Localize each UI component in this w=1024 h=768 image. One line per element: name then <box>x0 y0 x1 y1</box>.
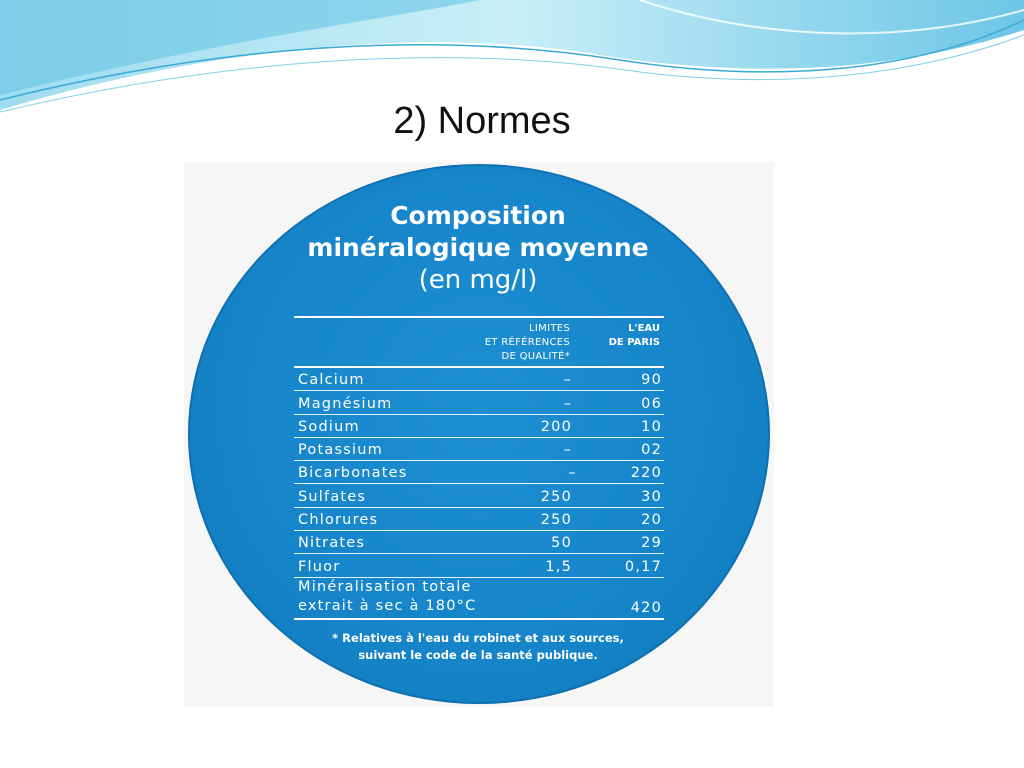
limit-value: – <box>568 465 577 482</box>
paris-header: L'EAU DE PARIS <box>608 323 660 348</box>
footnote: * Relatives à l'eau du robinet et aux sources, suivant le code de la santé publique. <box>332 631 624 662</box>
mineral-name: Sodium <box>298 418 360 435</box>
limits-header: LIMITES ET RÉFÉRENCES DE QUALITÉ* <box>484 323 570 362</box>
paris-value: 220 <box>630 465 662 482</box>
composition-title <box>278 200 678 296</box>
mineral-name: Minéralisation totale extrait à sec à 180°C <box>298 578 477 614</box>
mineral-name: Bicarbonates <box>298 465 408 482</box>
limit-value: 250 <box>540 512 572 529</box>
limit-value: 1,5 <box>545 558 572 575</box>
mineral-name: Fluor <box>298 558 341 575</box>
limit-value: 200 <box>540 418 572 435</box>
paris-value: 20 <box>641 512 662 529</box>
paris-value: 0,17 <box>624 558 662 575</box>
slide-title: 2) Normes <box>393 100 571 142</box>
table-row <box>294 438 664 461</box>
table-row <box>294 508 664 531</box>
blue-disc-background <box>188 164 770 704</box>
mineral-name: Magnésium <box>298 395 393 412</box>
limit-value: 250 <box>540 488 572 505</box>
mineral-name: Chlorures <box>298 512 379 529</box>
paris-value: 420 <box>630 599 662 616</box>
table-row <box>294 531 664 554</box>
table-row <box>294 554 664 577</box>
table-header <box>294 318 664 368</box>
paris-value: 29 <box>641 535 662 552</box>
table-row <box>294 461 664 484</box>
table-row <box>294 415 664 438</box>
limit-value: 50 <box>551 535 572 552</box>
composition-table <box>294 316 664 620</box>
table-row <box>294 484 664 507</box>
mineral-name: Calcium <box>298 372 365 389</box>
title-line-1: Composition <box>390 201 566 230</box>
mineral-name: Potassium <box>298 442 383 459</box>
table-row <box>294 391 664 414</box>
limit-value: – <box>563 372 572 389</box>
paris-value: 10 <box>641 418 662 435</box>
title-unit: (en mg/l) <box>418 265 538 295</box>
limit-value: – <box>563 395 573 412</box>
paris-value: 06 <box>641 395 662 412</box>
paris-value: 30 <box>641 488 662 505</box>
table-row-total <box>294 578 664 620</box>
mineral-composition-figure <box>184 162 774 707</box>
mineral-name: Sulfates <box>298 488 367 505</box>
title-line-2: minéralogique moyenne <box>307 233 649 262</box>
table-row <box>294 368 664 391</box>
mineral-name: Nitrates <box>298 535 366 552</box>
paris-value: 90 <box>641 372 662 389</box>
limit-value: – <box>563 442 572 459</box>
paris-value: 02 <box>641 442 662 459</box>
